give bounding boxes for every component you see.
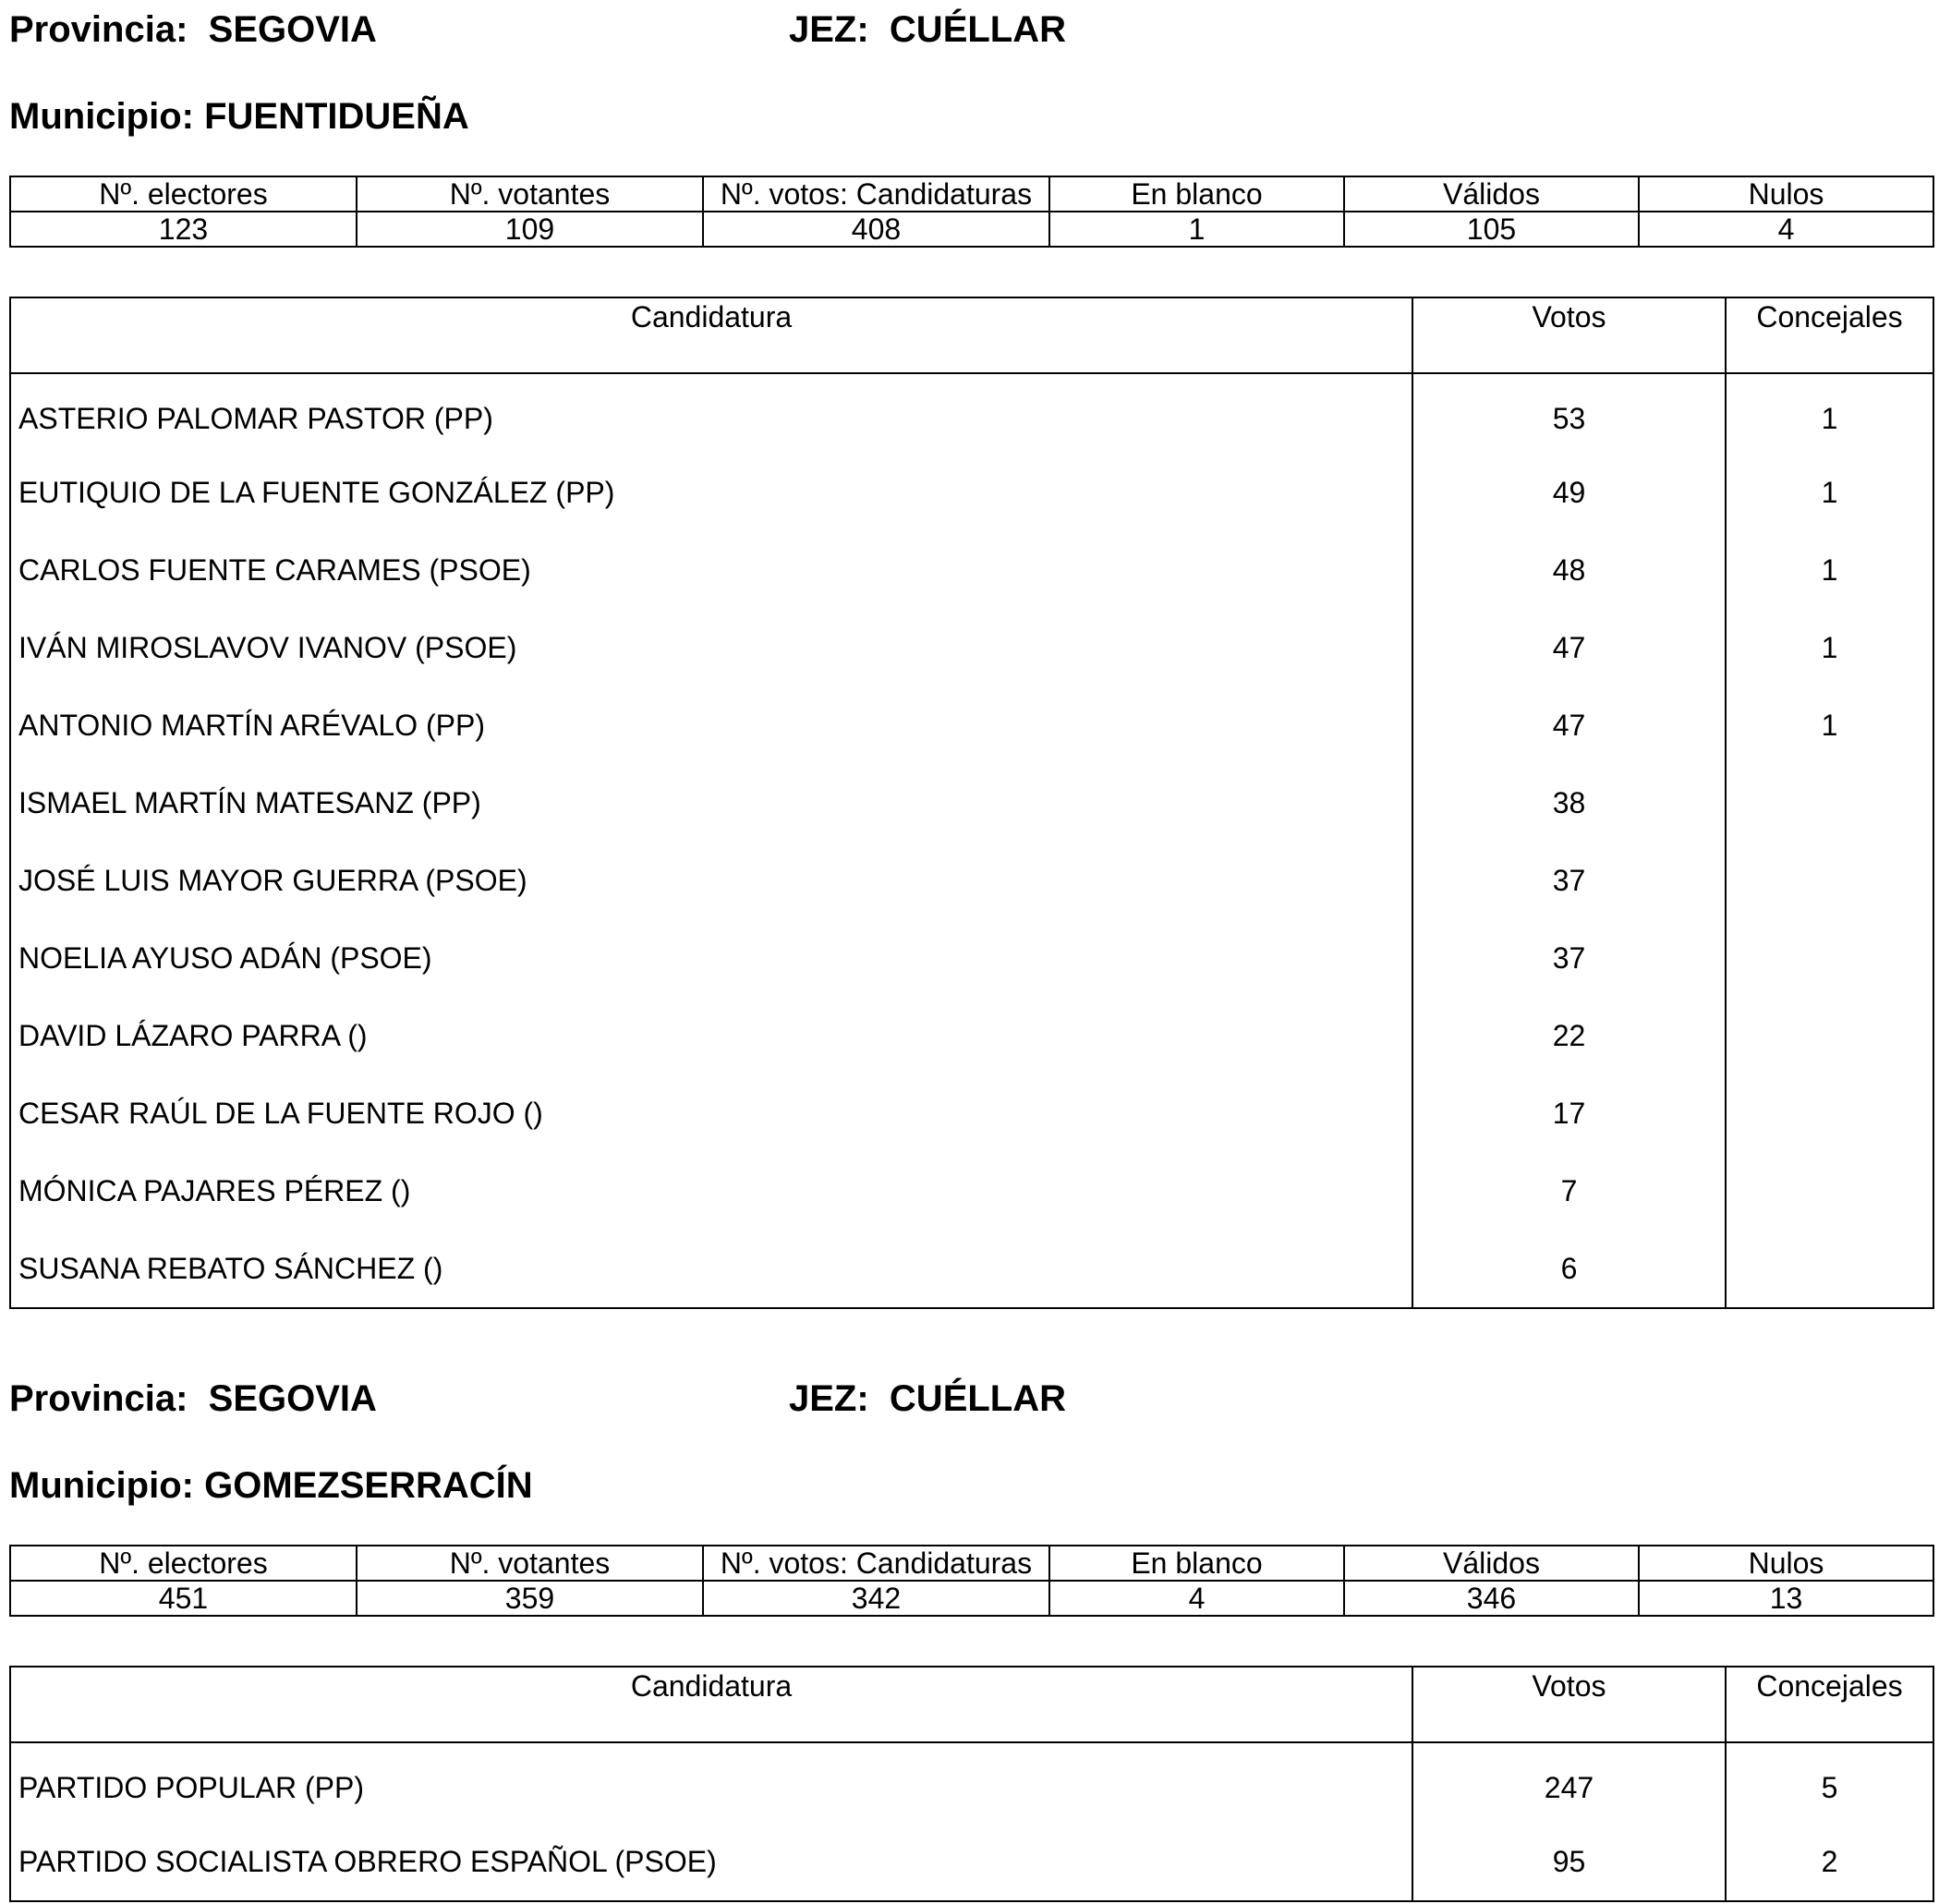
provincia-header xyxy=(9,11,377,48)
candidate-votos: 17 xyxy=(1412,1074,1726,1152)
candidate-votos: 49 xyxy=(1412,454,1726,531)
stats-value-nulos: 4 xyxy=(1639,212,1933,247)
table-row xyxy=(10,686,1933,764)
stats-header-votantes: Nº. votantes xyxy=(357,176,703,212)
candidate-name: CARLOS FUENTE CARAMES (PSOE) xyxy=(10,531,1412,609)
stats-header-validos: Válidos xyxy=(1344,176,1639,212)
header-candidatura: Candidatura xyxy=(10,297,1412,373)
stats-value-votantes: 109 xyxy=(357,212,703,247)
candidate-votos: 38 xyxy=(1412,764,1726,842)
stats-header-electores: Nº. electores xyxy=(10,1546,357,1581)
candidate-votos: 22 xyxy=(1412,997,1726,1074)
candidate-name: DAVID LÁZARO PARRA () xyxy=(10,997,1412,1074)
stats-value-votantes: 359 xyxy=(357,1581,703,1616)
candidate-concejales: 2 xyxy=(1726,1823,1933,1901)
jez-header xyxy=(789,1380,1066,1417)
candidate-votos: 95 xyxy=(1412,1823,1726,1901)
candidate-votos: 37 xyxy=(1412,919,1726,997)
candidate-concejales: 1 xyxy=(1726,373,1933,454)
candidate-name: CESAR RAÚL DE LA FUENTE ROJO () xyxy=(10,1074,1412,1152)
provincia-label: Provincia: xyxy=(9,9,188,50)
stats-header-en-blanco: En blanco xyxy=(1049,176,1344,212)
provincia-value: SEGOVIA xyxy=(208,1378,377,1419)
stats-table xyxy=(9,176,1934,248)
candidate-votos: 37 xyxy=(1412,842,1726,919)
stats-value-row xyxy=(10,1581,1933,1616)
candidate-concejales: 1 xyxy=(1726,454,1933,531)
candidate-concejales: 1 xyxy=(1726,531,1933,609)
stats-value-electores: 123 xyxy=(10,212,357,247)
candidate-concejales: 5 xyxy=(1726,1742,1933,1823)
table-row xyxy=(10,1742,1933,1823)
candidate-votos: 247 xyxy=(1412,1742,1726,1823)
municipio-label: Municipio: xyxy=(9,1465,194,1506)
municipio-value: GOMEZSERRACÍN xyxy=(204,1465,533,1506)
stats-value-votos-candidaturas: 342 xyxy=(703,1581,1049,1616)
stats-value-en-blanco: 4 xyxy=(1049,1581,1344,1616)
stats-value-en-blanco: 1 xyxy=(1049,212,1344,247)
candidate-concejales: 1 xyxy=(1726,686,1933,764)
candidate-name: NOELIA AYUSO ADÁN (PSOE) xyxy=(10,919,1412,997)
stats-header-votantes: Nº. votantes xyxy=(357,1546,703,1581)
candidate-votos: 53 xyxy=(1412,373,1726,454)
candidate-votos: 47 xyxy=(1412,686,1726,764)
provincia-value: SEGOVIA xyxy=(208,9,377,50)
table-row xyxy=(10,609,1933,686)
table-row xyxy=(10,454,1933,531)
municipio-header xyxy=(9,98,469,135)
stats-header-electores: Nº. electores xyxy=(10,176,357,212)
jez-value: CUÉLLAR xyxy=(889,9,1067,50)
candidate-votos: 47 xyxy=(1412,609,1726,686)
stats-header-row xyxy=(10,176,1933,212)
table-row xyxy=(10,1074,1933,1152)
candidate-name: MÓNICA PAJARES PÉREZ () xyxy=(10,1152,1412,1230)
candidate-name: EUTIQUIO DE LA FUENTE GONZÁLEZ (PP) xyxy=(10,454,1412,531)
candidates-table xyxy=(9,297,1934,1309)
candidate-name: ASTERIO PALOMAR PASTOR (PP) xyxy=(10,373,1412,454)
provincia-header xyxy=(9,1380,377,1417)
stats-header-votos-candidaturas: Nº. votos: Candidaturas xyxy=(703,176,1049,212)
jez-header xyxy=(789,11,1066,48)
stats-header-votos-candidaturas: Nº. votos: Candidaturas xyxy=(703,1546,1049,1581)
stats-header-nulos: Nulos xyxy=(1639,1546,1933,1581)
candidate-concejales xyxy=(1726,919,1933,997)
jez-label: JEZ: xyxy=(789,9,869,50)
table-row xyxy=(10,919,1933,997)
table-row xyxy=(10,1823,1933,1901)
candidate-name: JOSÉ LUIS MAYOR GUERRA (PSOE) xyxy=(10,842,1412,919)
candidate-concejales xyxy=(1726,997,1933,1074)
header-votos: Votos xyxy=(1412,1667,1726,1742)
municipio-header xyxy=(9,1467,533,1504)
candidate-concejales xyxy=(1726,842,1933,919)
candidate-name: PARTIDO SOCIALISTA OBRERO ESPAÑOL (PSOE) xyxy=(10,1823,1412,1901)
stats-header-nulos: Nulos xyxy=(1639,176,1933,212)
stats-value-nulos: 13 xyxy=(1639,1581,1933,1616)
table-row xyxy=(10,997,1933,1074)
candidates-header-row xyxy=(10,297,1933,373)
candidate-name: ANTONIO MARTÍN ARÉVALO (PP) xyxy=(10,686,1412,764)
candidate-name: PARTIDO POPULAR (PP) xyxy=(10,1742,1412,1823)
candidate-name: ISMAEL MARTÍN MATESANZ (PP) xyxy=(10,764,1412,842)
table-row xyxy=(10,1152,1933,1230)
candidate-name: IVÁN MIROSLAVOV IVANOV (PSOE) xyxy=(10,609,1412,686)
stats-value-validos: 346 xyxy=(1344,1581,1639,1616)
municipio-value: FUENTIDUEÑA xyxy=(204,96,469,137)
jez-label: JEZ: xyxy=(789,1378,869,1419)
candidate-votos: 48 xyxy=(1412,531,1726,609)
candidate-votos: 7 xyxy=(1412,1152,1726,1230)
candidate-concejales: 1 xyxy=(1726,609,1933,686)
candidate-concejales xyxy=(1726,1152,1933,1230)
candidate-votos: 6 xyxy=(1412,1230,1726,1308)
header-concejales: Concejales xyxy=(1726,297,1933,373)
stats-table xyxy=(9,1545,1934,1617)
stats-value-row xyxy=(10,212,1933,247)
stats-value-votos-candidaturas: 408 xyxy=(703,212,1049,247)
table-row xyxy=(10,764,1933,842)
candidate-concejales xyxy=(1726,1074,1933,1152)
jez-value: CUÉLLAR xyxy=(889,1378,1067,1419)
candidate-name: SUSANA REBATO SÁNCHEZ () xyxy=(10,1230,1412,1308)
stats-value-electores: 451 xyxy=(10,1581,357,1616)
provincia-label: Provincia: xyxy=(9,1378,188,1419)
stats-value-validos: 105 xyxy=(1344,212,1639,247)
candidates-header-row xyxy=(10,1667,1933,1742)
table-row xyxy=(10,373,1933,454)
stats-header-validos: Válidos xyxy=(1344,1546,1639,1581)
header-votos: Votos xyxy=(1412,297,1726,373)
table-row xyxy=(10,531,1933,609)
stats-header-row xyxy=(10,1546,1933,1581)
table-row xyxy=(10,842,1933,919)
candidates-table xyxy=(9,1666,1934,1902)
table-row xyxy=(10,1230,1933,1308)
candidate-concejales xyxy=(1726,764,1933,842)
candidate-concejales xyxy=(1726,1230,1933,1308)
municipio-label: Municipio: xyxy=(9,96,194,137)
header-candidatura: Candidatura xyxy=(10,1667,1412,1742)
stats-header-en-blanco: En blanco xyxy=(1049,1546,1344,1581)
header-concejales: Concejales xyxy=(1726,1667,1933,1742)
